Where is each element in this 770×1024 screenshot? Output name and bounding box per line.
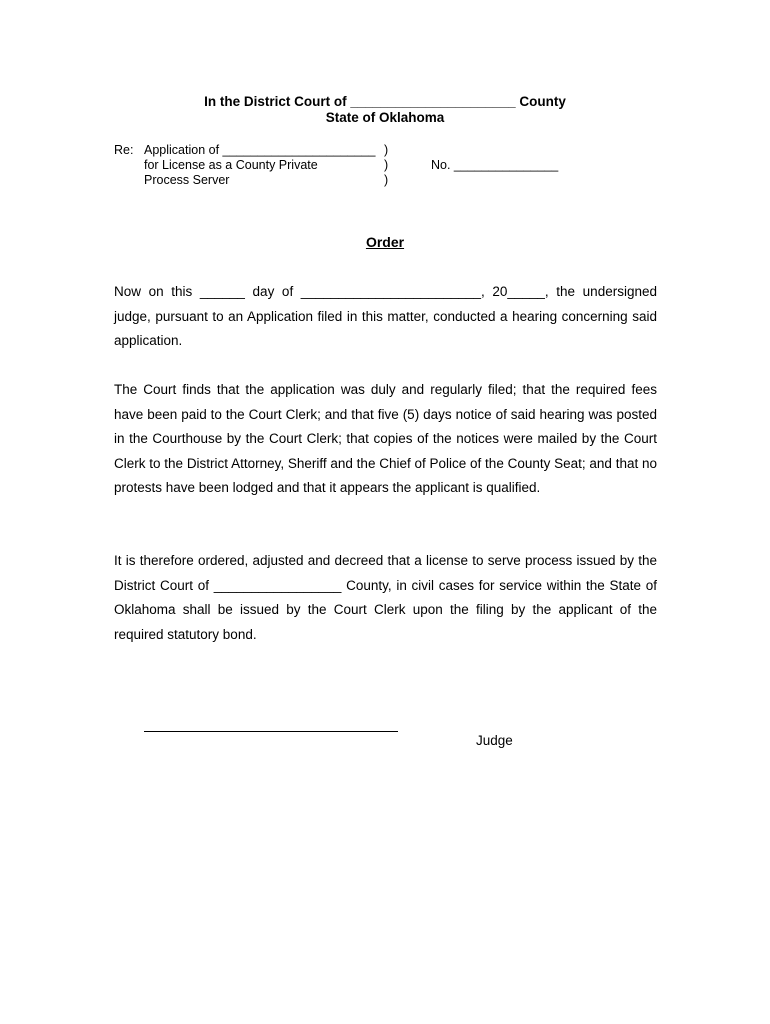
re-application-caption	[144, 143, 375, 188]
paragraph-findings: The Court finds that the application was duly and regularly filed; that the required fees have been paid to the Court Clerk; and that five (5) days notice of said hearing was posted in the Courthouse by the Court Clerk; that copies of the notices were mailed by the Court Clerk to the District Attorney, Sheriff and the Chief of Police of the County Seat; and that no protests have been lodged and that it appears the applicant is qualified.	[114, 382, 657, 495]
document-title: Order	[365, 234, 405, 250]
paragraph-order: It is therefore ordered, adjusted and decreed that a license to serve process issued by the District Court of _________________ County, in civil cases for service within the State of Oklahoma shall be issued by the Court Clerk upon the filing by the applicant of the required statutory bond.	[114, 553, 657, 642]
paragraph-hearing: Now on this ______ day of ________________________, 20_____, the undersigned judge, pursuant to an Application filed in this matter, conducted a hearing concerning said application.	[114, 284, 657, 348]
re-line: for License as a County Private	[144, 158, 318, 172]
court-heading: In the District Court of ______________________ County	[204, 94, 566, 109]
re-label: Re:	[114, 143, 134, 157]
paren: )	[384, 173, 389, 187]
re-line: Process Server	[144, 173, 230, 187]
signature-label: Judge	[476, 733, 513, 748]
paren: )	[384, 143, 389, 157]
case-number: No. _______________	[431, 158, 559, 172]
state-heading: State of Oklahoma	[325, 110, 445, 125]
signature-line	[144, 731, 398, 732]
re-line: Application of ______________________	[144, 143, 376, 157]
paren: )	[384, 158, 389, 172]
caption-parentheses	[384, 143, 388, 188]
